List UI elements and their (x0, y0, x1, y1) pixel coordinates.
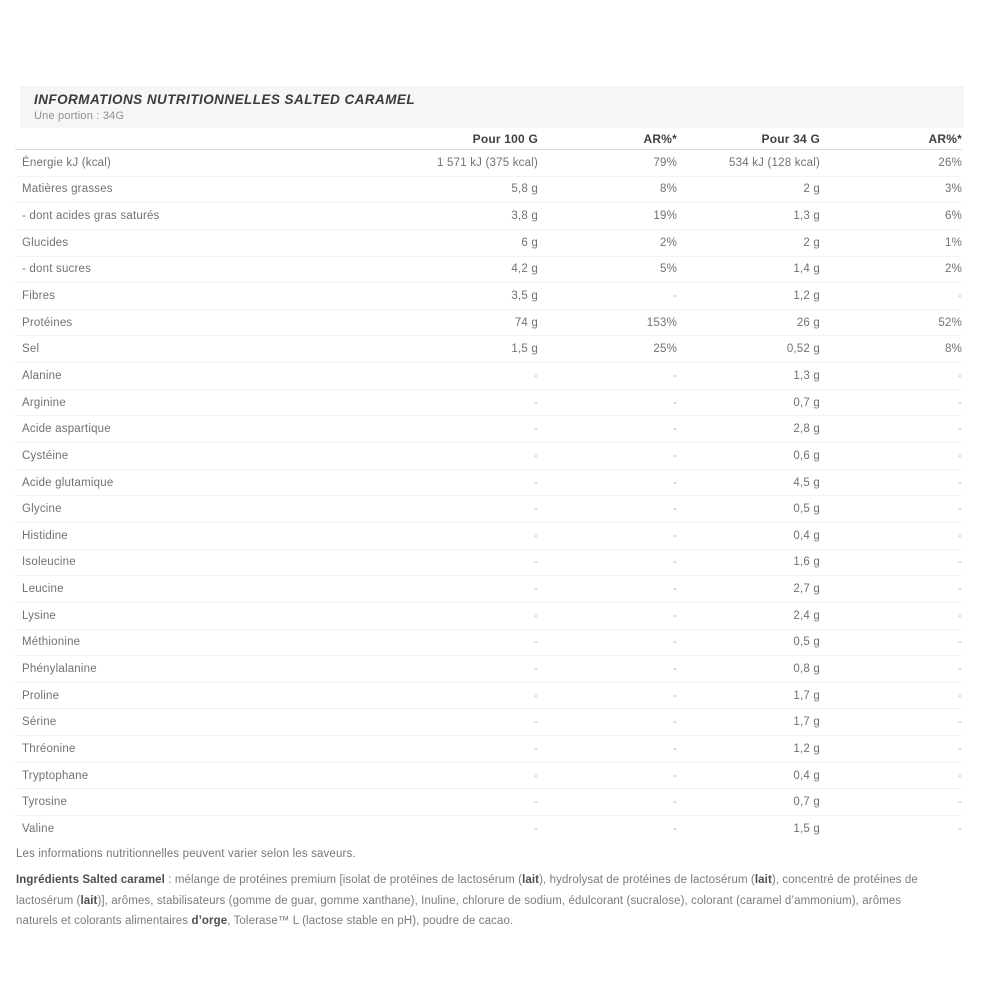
value-per-34g: 1,2 g (793, 742, 820, 755)
value-ar-100g: - (672, 290, 677, 303)
value-ar-34g: - (957, 662, 962, 675)
value-ar-100g: - (672, 556, 677, 569)
value-ar-100g: - (672, 716, 677, 729)
value-per-100g: 4,2 g (511, 263, 538, 276)
section-header (20, 86, 964, 128)
row-label: Protéines (22, 316, 73, 329)
table-row (15, 816, 962, 843)
table-row (15, 177, 962, 204)
value-ar-100g: - (672, 476, 677, 489)
row-label: Fibres (22, 290, 56, 303)
row-label: Énergie kJ (kcal) (22, 156, 112, 169)
value-per-34g: 1,7 g (793, 716, 820, 729)
table-row (15, 789, 962, 816)
value-ar-100g: - (672, 529, 677, 542)
value-ar-34g: 26% (938, 156, 962, 169)
value-per-100g: - (533, 823, 538, 836)
table-row (15, 603, 962, 630)
value-ar-34g: - (957, 529, 962, 542)
table-row (15, 630, 962, 657)
table-row (15, 736, 962, 763)
value-ar-34g: 8% (944, 343, 962, 356)
value-per-100g: - (533, 689, 538, 702)
value-per-100g: 74 g (514, 316, 538, 329)
value-ar-34g: 6% (944, 210, 962, 223)
value-ar-34g: - (957, 556, 962, 569)
table-row (15, 550, 962, 577)
nutrition-table (15, 128, 970, 843)
row-label: Cystéine (22, 449, 69, 462)
value-ar-34g: - (957, 423, 962, 436)
value-ar-100g: - (672, 662, 677, 675)
row-label: Sel (22, 343, 40, 356)
row-label: Tyrosine (22, 796, 68, 809)
row-label: Phénylalanine (22, 662, 97, 675)
value-ar-100g: - (672, 396, 677, 409)
row-label: Tryptophane (22, 769, 89, 782)
value-per-100g: - (533, 609, 538, 622)
row-label: Lysine (22, 609, 57, 622)
value-ar-100g: 25% (653, 343, 677, 356)
ingredients-bold-segment: Ingrédients Salted caramel (16, 874, 165, 886)
value-per-34g: 0,4 g (793, 529, 820, 542)
value-ar-34g: - (957, 290, 962, 303)
table-row (15, 363, 962, 390)
value-per-100g: - (533, 796, 538, 809)
table-row (15, 683, 962, 710)
value-per-34g: 534 kJ (128 kcal) (729, 156, 820, 169)
value-per-34g: 2,8 g (793, 423, 820, 436)
row-label: Glucides (22, 236, 69, 249)
value-per-100g: - (533, 423, 538, 436)
value-per-100g: - (533, 369, 538, 382)
ingredients-segment: ), concentré de protéines de lactosérum ( (16, 874, 918, 907)
value-ar-34g: - (957, 583, 962, 596)
value-per-34g: 0,4 g (793, 769, 820, 782)
value-ar-34g: - (957, 769, 962, 782)
value-per-34g: 0,5 g (793, 636, 820, 649)
row-label: Matières grasses (22, 183, 113, 196)
ingredients-segment: )], arômes, stabilisateurs (gomme de guar, gomme xanthane), Inuline, chlorure de sodium, édulcorant (sucralose), colorant (caramel d’ammonium), arômes naturels et colorants alimentaires (16, 894, 902, 928)
row-label: Valine (22, 823, 55, 836)
value-ar-34g: - (957, 716, 962, 729)
value-ar-100g: - (672, 609, 677, 622)
value-per-34g: 2 g (803, 236, 820, 249)
value-ar-34g: - (957, 503, 962, 516)
column-header-ar-100g: AR%* (643, 131, 677, 146)
value-ar-100g: - (672, 742, 677, 755)
value-per-100g: 1 571 kJ (375 kcal) (437, 156, 538, 169)
value-ar-100g: 19% (653, 210, 677, 223)
table-row (15, 763, 962, 790)
row-label: - dont sucres (22, 263, 92, 276)
value-ar-100g: 2% (659, 236, 677, 249)
value-per-100g: - (533, 742, 538, 755)
table-row (15, 709, 962, 736)
table-row (15, 336, 962, 363)
ingredients-bold-segment: lait (80, 894, 98, 907)
table-row (15, 390, 962, 417)
value-per-100g: - (533, 769, 538, 782)
value-ar-34g: - (957, 476, 962, 489)
value-ar-100g: 8% (659, 183, 677, 196)
value-per-34g: 1,5 g (793, 823, 820, 836)
value-ar-34g: 2% (944, 263, 962, 276)
value-ar-100g: - (672, 689, 677, 702)
value-ar-100g: - (672, 796, 677, 809)
value-ar-34g: - (957, 369, 962, 382)
value-per-100g: - (533, 476, 538, 489)
nutrition-table-body (15, 150, 962, 843)
table-row (15, 416, 962, 443)
value-ar-34g: 3% (944, 183, 962, 196)
row-label: - dont acides gras saturés (22, 210, 160, 223)
table-row (15, 443, 962, 470)
value-per-34g: 0,6 g (793, 449, 820, 462)
value-ar-100g: - (672, 636, 677, 649)
value-per-100g: - (533, 503, 538, 516)
value-per-34g: 26 g (796, 316, 820, 329)
table-row (15, 523, 962, 550)
value-ar-34g: - (957, 396, 962, 409)
value-per-100g: - (533, 716, 538, 729)
ingredients-text (16, 870, 922, 932)
value-per-34g: 1,7 g (793, 689, 820, 702)
value-per-34g: 1,2 g (793, 290, 820, 303)
value-per-34g: 0,7 g (793, 396, 820, 409)
value-ar-100g: - (672, 449, 677, 462)
value-per-34g: 2,7 g (793, 583, 820, 596)
value-per-100g: - (533, 636, 538, 649)
value-per-34g: 1,6 g (793, 556, 820, 569)
value-per-34g: 0,52 g (786, 343, 820, 356)
value-per-100g: 1,5 g (511, 343, 538, 356)
table-row (15, 150, 962, 177)
ingredients-segment: ), hydrolysat de protéines de lactosérum ( (539, 874, 755, 886)
value-per-34g: 2 g (803, 183, 820, 196)
row-label: Sérine (22, 716, 57, 729)
column-header-per-34g: Pour 34 G (761, 131, 820, 146)
table-row (15, 203, 962, 230)
row-label: Acide glutamique (22, 476, 114, 489)
value-ar-34g: - (957, 742, 962, 755)
table-row (15, 656, 962, 683)
value-ar-34g: 1% (944, 236, 962, 249)
table-row (15, 496, 962, 523)
value-per-100g: 3,8 g (511, 210, 538, 223)
ingredients-bold-segment: lait (522, 874, 540, 886)
value-ar-100g: - (672, 823, 677, 836)
variation-note: Les informations nutritionnelles peuvent varier selon les saveurs. (16, 848, 356, 860)
value-per-100g: - (533, 556, 538, 569)
column-header-per-100g: Pour 100 G (472, 131, 538, 146)
value-per-34g: 1,3 g (793, 210, 820, 223)
value-per-100g: 6 g (521, 236, 538, 249)
value-ar-34g: - (957, 823, 962, 836)
value-ar-34g: 52% (938, 316, 962, 329)
row-label: Thréonine (22, 742, 76, 755)
row-label: Alanine (22, 369, 62, 382)
table-row (15, 470, 962, 497)
value-ar-100g: - (672, 583, 677, 596)
value-ar-100g: - (672, 423, 677, 436)
value-per-100g: - (533, 529, 538, 542)
value-per-100g: 5,8 g (511, 183, 538, 196)
value-ar-34g: - (957, 796, 962, 809)
value-per-100g: - (533, 662, 538, 675)
value-per-34g: 2,4 g (793, 609, 820, 622)
row-label: Proline (22, 689, 60, 702)
value-ar-34g: - (957, 636, 962, 649)
table-header-row (15, 128, 962, 150)
value-ar-34g: - (957, 449, 962, 462)
table-row (15, 257, 962, 284)
row-label: Méthionine (22, 636, 81, 649)
table-row (15, 310, 962, 337)
value-ar-100g: 79% (653, 156, 677, 169)
table-row (15, 283, 962, 310)
row-label: Histidine (22, 529, 68, 542)
value-per-34g: 0,5 g (793, 503, 820, 516)
value-ar-100g: - (672, 369, 677, 382)
row-label: Arginine (22, 396, 66, 409)
value-ar-100g: - (672, 503, 677, 516)
row-label: Leucine (22, 583, 64, 596)
value-per-34g: 1,3 g (793, 369, 820, 382)
ingredients-bold-segment: lait (754, 874, 772, 886)
table-row (15, 576, 962, 603)
section-title: INFORMATIONS NUTRITIONNELLES SALTED CARAMEL (34, 92, 416, 107)
ingredients-bold-segment: d’orge (191, 915, 228, 928)
portion-size: Une portion : 34G (34, 110, 125, 122)
column-header-ar-34g: AR%* (928, 131, 962, 146)
value-ar-100g: 153% (646, 316, 677, 329)
ingredients-segment: , Tolerase™ L (lactose stable en pH), poudre de cacao. (227, 915, 514, 928)
row-label: Glycine (22, 503, 62, 516)
value-per-100g: - (533, 449, 538, 462)
ingredients-segment: : mélange de protéines premium [isolat de protéines de lactosérum ( (164, 874, 523, 886)
value-per-34g: 4,5 g (793, 476, 820, 489)
row-label: Isoleucine (22, 556, 76, 569)
row-label: Acide aspartique (22, 423, 111, 436)
value-ar-100g: 5% (659, 263, 677, 276)
value-per-34g: 0,8 g (793, 662, 820, 675)
value-per-100g: 3,5 g (511, 290, 538, 303)
table-row (15, 230, 962, 257)
value-per-34g: 0,7 g (793, 796, 820, 809)
value-per-100g: - (533, 396, 538, 409)
value-ar-34g: - (957, 689, 962, 702)
value-per-100g: - (533, 583, 538, 596)
value-ar-34g: - (957, 609, 962, 622)
value-ar-100g: - (672, 769, 677, 782)
value-per-34g: 1,4 g (793, 263, 820, 276)
